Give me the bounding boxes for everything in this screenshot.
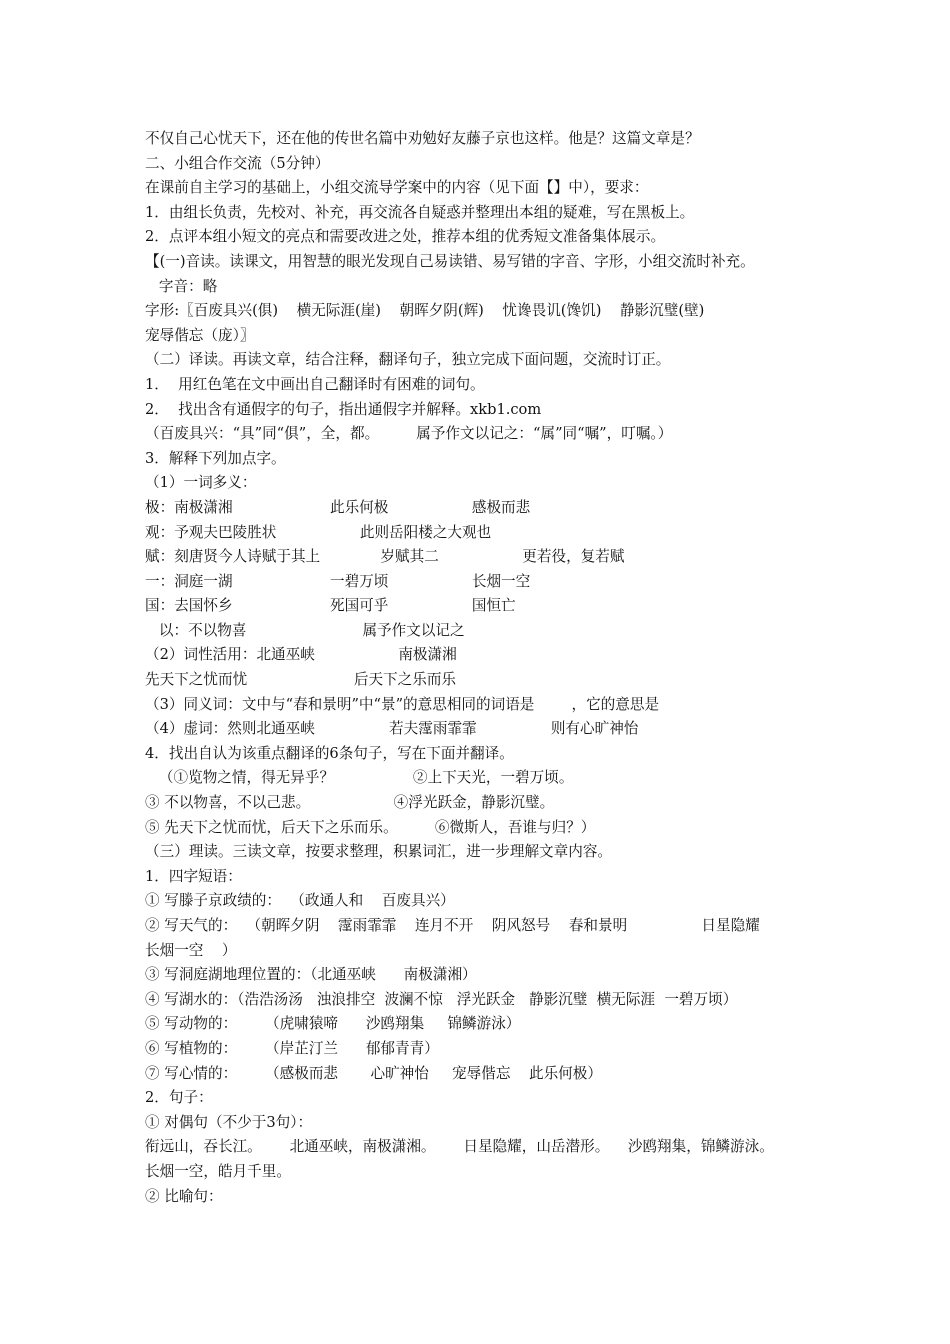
text-line: 【(一)音读。读课文，用智慧的眼光发现自己易读错、易写错的字音、字形，小组交流时补充。 [145, 252, 755, 270]
phrase-line: ⑦ 写心情的： （感极而悲 心旷神怡 宠辱偕忘 此乐何极） [145, 1064, 602, 1082]
list-item: 4．找出自认为该重点翻译的6条句子，写在下面并翻译。 [145, 744, 514, 762]
vocab-line: 国：去国怀乡 死国可乎 国恒亡 [145, 597, 516, 615]
list-item: 1．四字短语： [145, 867, 242, 885]
list-item: 2． 找出含有通假字的句子，指出通假字并解释。xkb1.com [145, 400, 542, 418]
document-body [145, 127, 813, 1209]
sentence-line: （①览物之情，得无异乎？ ②上下天光，一碧万顷。 [145, 769, 574, 787]
vocab-line: 一：洞庭一湖 一碧万顷 长烟一空 [145, 572, 531, 590]
sentence-line: ② 比喻句： [145, 1187, 223, 1205]
subsection-heading: （2）词性活用：北通巫峡 南极潇湘 [145, 646, 457, 664]
text-line: 字形:〖百废具兴(俱) 横无际涯(崖) 朝晖夕阴(辉) 忧谗畏讥(馋饥) 静影沉璧(壁) [145, 302, 705, 320]
text-line: 在课前自主学习的基础上，小组交流导学案中的内容（见下面【】中），要求： [145, 179, 649, 197]
vocab-line: 以：不以物喜 属予作文以记之 [145, 621, 465, 639]
text-line: 不仅自己心忧天下，还在他的传世名篇中劝勉好友藤子京也这样。他是？这篇文章是？ [145, 130, 700, 147]
phrase-line: ① 写滕子京政绩的： （政通人和 百废具兴） [145, 892, 455, 910]
phrase-line: ⑥ 写植物的： （岸芷汀兰 郁郁青青） [145, 1039, 439, 1057]
vocab-line: 极：南极潇湘 此乐何极 感极而悲 [145, 498, 531, 516]
sentence-line: 衔远山，吞长江。 北通巫峡，南极潇湘。 日星隐耀，山岳潜形。 沙鸥翔集，锦鳞游泳。 [145, 1138, 774, 1156]
vocab-line: 先天下之忧而忧 后天下之乐而乐 [145, 671, 457, 689]
sentence-line: ③ 不以物喜，不以己悲。 ④浮光跃金，静影沉璧。 [145, 794, 555, 812]
list-item: 2．点评本组小短文的亮点和需要改进之处，推荐本组的优秀短文准备集体展示。 [145, 228, 666, 246]
list-item: 2．句子： [145, 1089, 213, 1107]
sentence-line: ① 对偶句（不少于3句）： [145, 1113, 313, 1131]
section-heading: （二）译读。再读文章，结合注释，翻译句子，独立完成下面问题，交流时订正。 [145, 351, 671, 369]
phrase-line: 长烟一空 ） [145, 941, 237, 959]
subsection-heading: （4）虚词：然则北通巫峡 若夫霪雨霏霏 则有心旷神怡 [145, 720, 639, 738]
text-line: （百废具兴：“具”同“俱”，全，都。 属予作文以记之：“属”同“嘱”，叮嘱。） [145, 425, 673, 443]
subsection-heading: （3）同义词：文中与“春和景明”中“景”的意思相同的词语是 ，它的意思是 [145, 695, 660, 713]
phrase-line: ② 写天气的： （朝晖夕阴 霪雨霏霏 连月不开 阴风怒号 春和景明 日星隐耀 [145, 917, 760, 934]
text-line: 宠辱偕忘（庞）〗 [145, 326, 255, 344]
sentence-line: ⑤ 先天下之忧而忧，后天下之乐而乐。 ⑥微斯人，吾谁与归？） [145, 818, 596, 836]
sentence-line: 长烟一空，皓月千里。 [145, 1162, 291, 1180]
text-line: 字音：略 [145, 277, 218, 295]
list-item: 3．解释下列加点字。 [145, 449, 286, 467]
vocab-line: 赋：刻唐贤今人诗赋于其上 岁赋其二 更若役，复若赋 [145, 548, 625, 566]
phrase-line: ④ 写湖水的：（浩浩汤汤 浊浪排空 波澜不惊 浮光跃金 静影沉璧 横无际涯 一碧万顷） [145, 990, 738, 1008]
subsection-heading: （1）一词多义： [145, 474, 257, 492]
vocab-line: 观：予观夫巴陵胜状 此则岳阳楼之大观也 [145, 523, 492, 541]
list-item: 1．由组长负责，先校对、补充，再交流各自疑惑并整理出本组的疑难，写在黑板上。 [145, 203, 695, 221]
phrase-line: ③ 写洞庭湖地理位置的：（北通巫峡 南极潇湘） [145, 966, 477, 984]
list-item: 1． 用红色笔在文中画出自己翻译时有困难的词句。 [145, 375, 485, 393]
section-heading: 二、小组合作交流（5分钟） [145, 154, 330, 172]
phrase-line: ⑤ 写动物的： （虎啸猿啼 沙鸥翔集 锦鳞游泳） [145, 1015, 521, 1033]
section-heading: （三）理读。三读文章，按要求整理，积累词汇，进一步理解文章内容。 [145, 843, 613, 861]
